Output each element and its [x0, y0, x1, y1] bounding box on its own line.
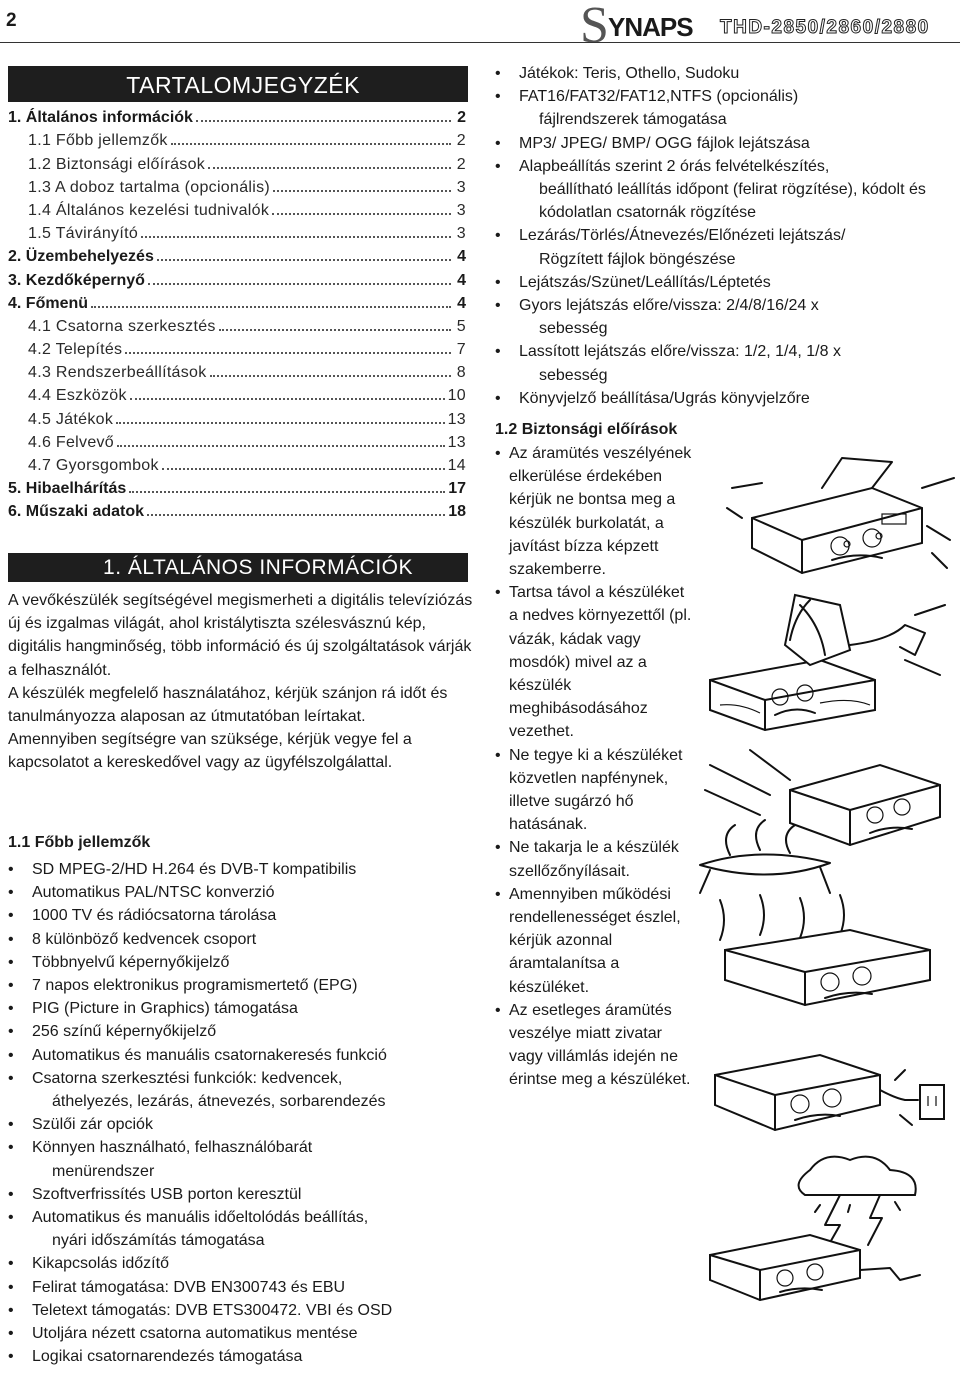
toc-entry — [8, 104, 466, 127]
list-item — [8, 1067, 478, 1113]
toc-entry-label: 1.1 Főbb jellemzők — [28, 132, 168, 150]
list-item-text: SD MPEG-2/HD H.264 és DVB-T kompatibilis — [32, 861, 357, 878]
list-item — [8, 1113, 478, 1136]
list-item-text: Többnyelvű képernyőkijelző — [32, 953, 230, 971]
toc-leader-dots — [117, 445, 445, 447]
list-item-text: Felirat támogatása: DVB EN300743 és EBU — [32, 1278, 346, 1296]
list-item-text: Lassított lejátszás előre/vissza: 1/2, 1/4, 1/8 x — [519, 343, 841, 361]
list-item-continuation: sebesség — [539, 366, 608, 384]
toc-leader-dots — [130, 398, 445, 400]
toc-entry — [8, 243, 466, 266]
illustration-sunlight-heat — [680, 745, 950, 895]
toc-title: TARTALOMJEGYZÉK — [8, 66, 468, 102]
list-item-text: PIG (Picture in Graphics) támogatása — [32, 1000, 298, 1018]
list-item — [495, 155, 955, 225]
toc-entry — [8, 174, 466, 197]
toc-entry-page: 4 — [457, 248, 466, 266]
toc-leader-dots — [129, 491, 445, 493]
illustration-water-vase — [700, 585, 950, 735]
toc-entry-label: 5. Hibaelhárítás — [8, 480, 127, 498]
header-divider — [0, 42, 960, 43]
toc-entry-label: 1.2 Biztonsági előírások — [28, 155, 206, 173]
toc-entry-label: 4.6 Felvevő — [28, 433, 115, 451]
list-item — [8, 1252, 478, 1275]
toc-entry-label: 4. Főmenü — [8, 294, 89, 312]
list-item — [495, 294, 955, 340]
safety-item: • Tartsa távol a készüléket a nedves környezettől (pl. vázák, kádak vagy mosdók) mivel az a készülék meghibásodásához vezethet. — [495, 581, 695, 743]
toc-entry-label: 4.3 Rendszerbeállítások — [28, 364, 207, 382]
list-item-text: Automatikus és manuális időeltolódás beállítás, — [32, 1209, 369, 1227]
toc-entry-page: 13 — [447, 433, 466, 451]
list-item-continuation: beállítható leállítás időpont (felirat rögzítése), kódolt és kódolatlan csatornák rögzítése — [539, 181, 926, 222]
toc-entry-page: 2 — [457, 109, 466, 127]
toc-leader-dots — [116, 422, 444, 424]
illustration-screwdriver — [722, 448, 960, 578]
toc-entry — [8, 429, 466, 452]
toc-entry-label: 1.3 A doboz tartalma (opcionális) — [28, 178, 271, 196]
toc-entry — [8, 498, 466, 521]
list-item — [8, 1020, 478, 1043]
list-item — [8, 1136, 478, 1182]
list-item-text: FAT16/FAT32/FAT12,NTFS (opcionális) — [519, 88, 799, 106]
list-item-text: Lejátszás/Szünet/Leállítás/Léptetés — [519, 273, 771, 291]
toc-entry-page: 5 — [456, 317, 466, 335]
toc-entry-label: 1.4 Általános kezelési tudnivalók — [28, 201, 270, 219]
toc-entry-page: 3 — [456, 225, 466, 243]
toc-leader-dots — [162, 468, 445, 470]
section-heading: 1. ÁLTALÁNOS INFORMÁCIÓK — [8, 553, 468, 582]
list-item-text: Könyvjelző beállítása/Ugrás könyvjelzőre — [519, 389, 810, 407]
brand-logo — [580, 0, 956, 54]
list-item — [495, 62, 955, 85]
list-item — [8, 1322, 478, 1345]
toc-leader-dots — [171, 143, 451, 145]
list-item — [8, 881, 478, 904]
list-item-text: 256 színű képernyőkijelző — [32, 1023, 217, 1041]
list-item-text: Szülői zár opciók — [32, 1116, 153, 1134]
list-item — [8, 928, 478, 951]
toc-entry-label: 4.2 Telepítés — [28, 341, 123, 359]
list-item-continuation: fájlrendszerek támogatása — [539, 111, 727, 129]
list-item — [495, 85, 955, 131]
intro-paragraph: A készülék megfelelő használatához, kérjük szánjon rá időt és tanulmányozza alaposan az útmutatóban leírtakat. — [8, 684, 448, 726]
list-item-text: Logikai csatornarendezés támogatása — [32, 1348, 303, 1366]
list-item — [8, 904, 478, 927]
list-item-text: Teletext támogatás: DVB ETS300472. VBI és OSD — [32, 1301, 393, 1319]
toc-leader-dots — [147, 514, 445, 516]
toc-entry-label: 4.7 Gyorsgombok — [28, 457, 159, 474]
page-number: 2 — [6, 10, 17, 31]
toc-entry — [8, 382, 466, 405]
features-list-continued — [495, 62, 955, 410]
illustration-unplug — [700, 1020, 950, 1140]
safety-title: 1.2 Biztonsági előírások — [495, 421, 678, 438]
features-list — [8, 858, 478, 1368]
list-item-continuation: áthelyezés, lezárás, átnevezés, sorbarendezés — [52, 1093, 386, 1111]
safety-item: • Ne takarja le a készülék szellőzőnyílásait. — [495, 836, 695, 882]
toc-leader-dots — [208, 167, 451, 169]
list-item — [495, 224, 955, 270]
list-item — [8, 1299, 478, 1322]
illustration-lightning — [690, 1150, 950, 1310]
safety-list — [495, 442, 695, 1092]
toc-entry-label: 1.5 Távirányító — [28, 225, 139, 243]
list-item-text: Szoftverfrissítés USB porton keresztül — [32, 1185, 302, 1203]
list-item — [8, 974, 478, 997]
safety-item: • Az áramütés veszélyének elkerülése érdekében kérjük ne bontsa meg a készülék burkolatát, a javítást bízza képzett szakemberre. — [495, 442, 695, 581]
toc-entry-page: 7 — [456, 341, 466, 359]
list-item — [8, 1206, 478, 1252]
intro-text — [8, 589, 478, 775]
list-item-text: Csatorna szerkesztési funkciók: kedvencek, — [32, 1069, 343, 1087]
toc-entry-page: 10 — [447, 387, 466, 405]
list-item — [495, 271, 955, 294]
toc-entry — [8, 220, 466, 243]
list-item-text: Utoljára nézett csatorna automatikus mentése — [32, 1325, 358, 1343]
list-item — [495, 387, 955, 410]
safety-item: • Ne tegye ki a készüléket közvetlen napfénynek, illetve sugárzó hő hatásának. — [495, 744, 695, 837]
toc-entry-page: 4 — [457, 294, 466, 312]
toc-entry-page: 14 — [447, 457, 466, 474]
toc-entry — [8, 197, 466, 220]
toc-entry-label: 6. Műszaki adatok — [8, 503, 145, 521]
list-item-continuation: nyári időszámítás támogatása — [52, 1232, 265, 1250]
list-item-text: 7 napos elektronikus programismertető (EPG) — [32, 977, 358, 995]
toc-entry — [8, 336, 466, 359]
list-item-continuation: menürendszer — [52, 1162, 155, 1180]
toc-entry — [8, 150, 466, 173]
list-item-text: 1000 TV és rádiócsatorna tárolása — [32, 907, 277, 925]
toc-entry — [8, 313, 466, 336]
toc-leader-dots — [219, 329, 451, 331]
toc-leader-dots — [91, 306, 451, 308]
list-item-text: Kikapcsolás időzítő — [32, 1255, 169, 1273]
toc-entry-page: 2 — [456, 155, 466, 173]
list-item-text: Játékok: Teris, Othello, Sudoku — [519, 65, 740, 82]
toc-leader-dots — [273, 190, 451, 192]
safety-item: • Az esetleges áramütés veszélye miatt zivatar vagy villámlás idején ne érintse meg a készüléket. — [495, 999, 695, 1092]
list-item — [495, 132, 955, 155]
toc-entry-label: 4.1 Csatorna szerkesztés — [28, 317, 216, 335]
list-item-text: MP3/ JPEG/ BMP/ OGG fájlok lejátszása — [519, 134, 810, 152]
list-item-continuation: Rögzített fájlok böngészése — [539, 250, 736, 268]
model-number: THD-2850/2860/2880 — [720, 17, 930, 38]
toc-entry-page: 13 — [447, 410, 466, 428]
toc-leader-dots — [157, 259, 451, 261]
toc-entry-page: 3 — [456, 201, 466, 219]
toc-leader-dots — [196, 120, 451, 122]
toc-entry-page: 8 — [456, 364, 466, 382]
toc-entry-page: 4 — [457, 271, 466, 289]
list-item-continuation: sebesség — [539, 320, 608, 338]
toc-entry — [8, 359, 466, 382]
list-item — [8, 858, 478, 881]
safety-item: • Amennyiben működési rendellenességet észlel, kérjük azonnal áramtalanítsa a készüléket. — [495, 883, 695, 999]
toc-entry-page: 17 — [448, 480, 466, 498]
list-item — [8, 951, 478, 974]
toc-entry — [8, 452, 466, 475]
brand-logo-name: YNAPS — [608, 12, 693, 42]
toc-entry — [8, 290, 466, 313]
toc-leader-dots — [272, 213, 451, 215]
list-item-text: Lezárás/Törlés/Átnevezés/Előnézeti lejátszás/ — [519, 227, 846, 245]
features-title: 1.1 Főbb jellemzők — [8, 834, 151, 851]
list-item-text: Könnyen használható, felhasználóbarát — [32, 1139, 313, 1157]
toc-entry-label: 4.5 Játékok — [28, 410, 114, 428]
toc-leader-dots — [141, 236, 451, 238]
toc-entry-page: 2 — [456, 132, 466, 150]
list-item — [8, 1044, 478, 1067]
list-item-text: 8 különböző kedvencek csoport — [32, 930, 257, 948]
intro-paragraph: A vevőkészülék segítségével megismerheti a digitális televíziózás új és izgalmas világát, ahol kristálytiszta szélesvásznú kép, digitális hangminőség, több információ és új szolgáltatások várják a felhasználót. — [8, 592, 473, 679]
toc-entry-page: 3 — [456, 178, 466, 196]
list-item — [8, 1183, 478, 1206]
illustration-covered-vents — [700, 890, 950, 1010]
toc-leader-dots — [210, 375, 451, 377]
list-item — [8, 1345, 478, 1368]
list-item-text: Automatikus PAL/NTSC konverzió — [32, 884, 275, 902]
toc-entry — [8, 127, 466, 150]
toc-entry-label: 1. Általános információk — [8, 109, 193, 127]
toc-entry — [8, 405, 466, 428]
toc-entry-page: 18 — [448, 503, 466, 521]
toc-entry — [8, 475, 466, 498]
list-item — [8, 1276, 478, 1299]
intro-paragraph: Amennyiben segítségre van szüksége, kérjük vegye fel a kapcsolatot a kereskedővel vagy az ügyfélszolgálattal. — [8, 731, 412, 772]
toc-entry-label: 2. Üzembehelyezés — [8, 248, 154, 266]
toc-entry — [8, 266, 466, 289]
list-item-text: Automatikus és manuális csatornakeresés funkció — [32, 1046, 387, 1064]
toc-entry-label: 3. Kezdőképernyő — [8, 271, 145, 289]
table-of-contents — [8, 104, 466, 521]
toc-leader-dots — [125, 352, 451, 354]
toc-leader-dots — [148, 283, 451, 285]
list-item-text: Gyors lejátszás előre/vissza: 2/4/8/16/24 x — [519, 297, 819, 315]
brand-logo-letter: S — [580, 0, 609, 54]
list-item-text: Alapbeállítás szerint 2 órás felvételkészítés, — [519, 157, 830, 175]
list-item — [495, 340, 955, 386]
toc-entry-label: 4.4 Eszközök — [28, 387, 127, 405]
list-item — [8, 997, 478, 1020]
